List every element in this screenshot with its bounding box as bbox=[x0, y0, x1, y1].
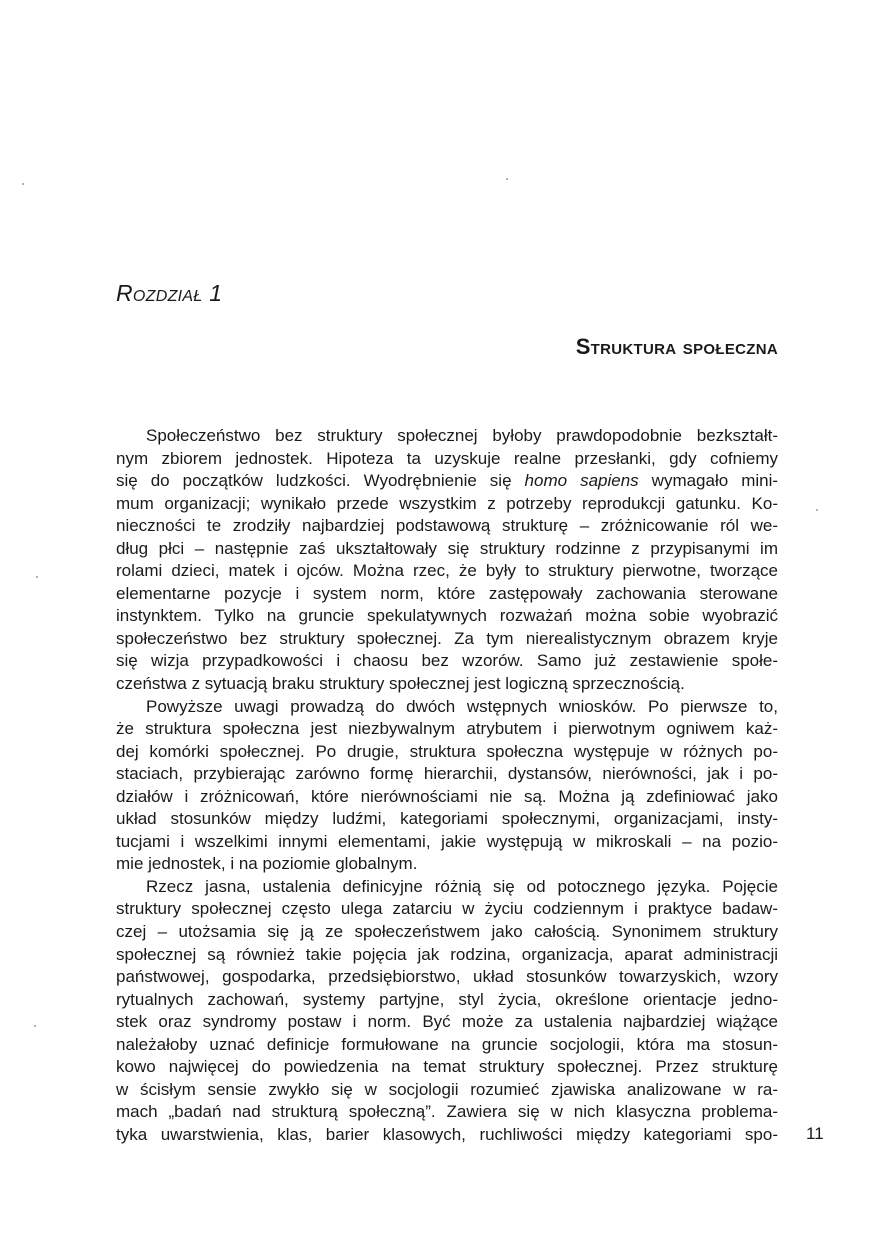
text-line bbox=[116, 448, 778, 471]
text-line bbox=[116, 583, 778, 606]
text-line bbox=[116, 944, 778, 967]
text-segment: tyka uwarstwienia, klas, barier klasowych, ruchliwości między kategoriami spo- bbox=[116, 1124, 778, 1144]
text-line bbox=[116, 515, 778, 538]
text-line bbox=[116, 470, 778, 493]
text-segment: struktury społecznej często ulega zatarciu w życiu codziennym i praktyce badaw- bbox=[116, 899, 778, 919]
text-line bbox=[116, 831, 778, 854]
text-segment: się wizja przypadkowości i chaosu bez wzorów. Samo już zestawienie społe- bbox=[116, 651, 778, 671]
text-segment: należałoby uznać definicje formułowane na gruncie socjologii, która ma stosun- bbox=[116, 1034, 778, 1054]
text-line bbox=[116, 763, 778, 786]
text-line bbox=[116, 786, 778, 809]
text-segment: że struktura społeczna jest niezbywalnym atrybutem i pierwotnym ogniwem każ- bbox=[116, 719, 778, 739]
text-segment: stek oraz syndromy postaw i norm. Być może za ustalenia najbardziej wiążące bbox=[116, 1012, 778, 1032]
text-line bbox=[116, 966, 778, 989]
text-line bbox=[116, 921, 778, 944]
scan-speck bbox=[816, 509, 818, 511]
text-segment: nym zbiorem jednostek. Hipoteza ta uzyskuje realne przesłanki, gdy cofniemy bbox=[116, 448, 778, 468]
text-segment: Powyższe uwagi prowadzą do dwóch wstępnych wniosków. Po pierwsze to, bbox=[146, 696, 778, 716]
scan-speck bbox=[36, 576, 38, 578]
text-line bbox=[116, 1124, 778, 1147]
text-segment: społecznej są również takie pojęcia jak rodzina, organizacja, aparat administracji bbox=[116, 944, 778, 964]
text-line bbox=[116, 1101, 778, 1124]
text-segment: wymagało mini- bbox=[638, 471, 779, 491]
text-segment: czej – utożsamia się ją ze społeczeństwem jako całością. Synonimem struktury bbox=[116, 922, 778, 942]
scan-speck bbox=[22, 183, 24, 185]
text-line bbox=[116, 605, 778, 628]
text-segment: Rzecz jasna, ustalenia definicyjne różnią się od potocznego języka. Pojęcie bbox=[146, 876, 778, 896]
text-segment: dług płci – następnie zaś ukształtowały się struktury rodzinne z przypisanymi im bbox=[116, 538, 778, 558]
body-text bbox=[116, 425, 778, 1147]
text-segment: w ścisłym sensie zwykło się w socjologii rozumieć zjawiska analizowane w ra- bbox=[116, 1079, 778, 1099]
text-segment: staciach, przybierając zarówno formę hierarchii, dystansów, nierówności, jak i po- bbox=[116, 764, 778, 784]
text-line bbox=[116, 808, 778, 831]
scan-speck bbox=[506, 178, 508, 180]
text-segment: rytualnych zachowań, systemy partyjne, styl życia, określone orientacje jedno- bbox=[116, 989, 778, 1009]
chapter-label: Rozdział 1 bbox=[116, 280, 223, 306]
text-segment: instynktem. Tylko na gruncie spekulatywnych rozważań można sobie wyobrazić bbox=[116, 606, 778, 626]
text-line bbox=[116, 425, 778, 448]
text-segment: tucjami i wszelkimi innymi elementami, jakie występują w mikroskali – na pozio- bbox=[116, 831, 778, 851]
scan-speck bbox=[34, 1025, 36, 1027]
text-segment: kowo najwięcej do powiedzenia na temat struktury społecznej. Przez strukturę bbox=[116, 1057, 778, 1077]
text-line bbox=[116, 628, 778, 651]
text-line bbox=[116, 989, 778, 1012]
text-line bbox=[116, 560, 778, 583]
text-line bbox=[116, 538, 778, 561]
text-line bbox=[116, 1011, 778, 1034]
text-segment: elementarne pozycje i system norm, które zastępowały zachowania sterowane bbox=[116, 583, 778, 603]
text-line bbox=[116, 650, 778, 673]
text-segment: mum organizacji; wynikało przede wszystkim z potrzeby reprodukcji gatunku. Ko- bbox=[116, 493, 778, 513]
text-line bbox=[116, 853, 778, 876]
text-line bbox=[116, 1079, 778, 1102]
page-number: 11 bbox=[806, 1124, 824, 1143]
text-segment: mie jednostek, i na poziomie globalnym. bbox=[116, 854, 418, 874]
text-segment: czeństwa z sytuacją braku struktury społecznej jest logiczną sprzecznością. bbox=[116, 674, 685, 694]
text-line bbox=[116, 493, 778, 516]
chapter-title: Struktura społeczna bbox=[575, 334, 778, 359]
text-segment: państwowej, gospodarka, przedsiębiorstwo, układ stosunków towarzyskich, wzory bbox=[116, 967, 778, 987]
text-segment: działów i zróżnicowań, które nierównościami nie są. Można ją zdefiniować jako bbox=[116, 786, 778, 806]
text-segment: społeczeństwo bez struktury społecznej. Za tym nierealistycznym obrazem kryje bbox=[116, 628, 778, 648]
text-line bbox=[116, 741, 778, 764]
text-segment: rolami dzieci, matek i ojców. Można rzec, że były to struktury pierwotne, tworzące bbox=[116, 561, 778, 581]
text-line bbox=[116, 876, 778, 899]
text-segment: się do początków ludzkości. Wyodrębnienie się bbox=[116, 471, 525, 491]
text-line bbox=[116, 1034, 778, 1057]
text-segment: Społeczeństwo bez struktury społecznej byłoby prawdopodobnie bezkształt- bbox=[146, 426, 778, 445]
text-segment: układ stosunków między ludźmi, kategoriami społecznymi, organizacjami, insty- bbox=[116, 809, 778, 829]
text-line bbox=[116, 1056, 778, 1079]
text-line bbox=[116, 696, 778, 719]
italic-term: homo sapiens bbox=[524, 471, 639, 491]
text-segment: dej komórki społecznej. Po drugie, struktura społeczna występuje w różnych po- bbox=[116, 741, 778, 761]
text-line bbox=[116, 898, 778, 921]
text-line bbox=[116, 673, 778, 696]
text-segment: nieczności te zrodziły najbardziej podstawową strukturę – zróżnicowanie ról we- bbox=[116, 516, 778, 536]
text-segment: mach „badań nad strukturą społeczną”. Zawiera się w nich klasyczna problema- bbox=[116, 1102, 778, 1122]
text-line bbox=[116, 718, 778, 741]
